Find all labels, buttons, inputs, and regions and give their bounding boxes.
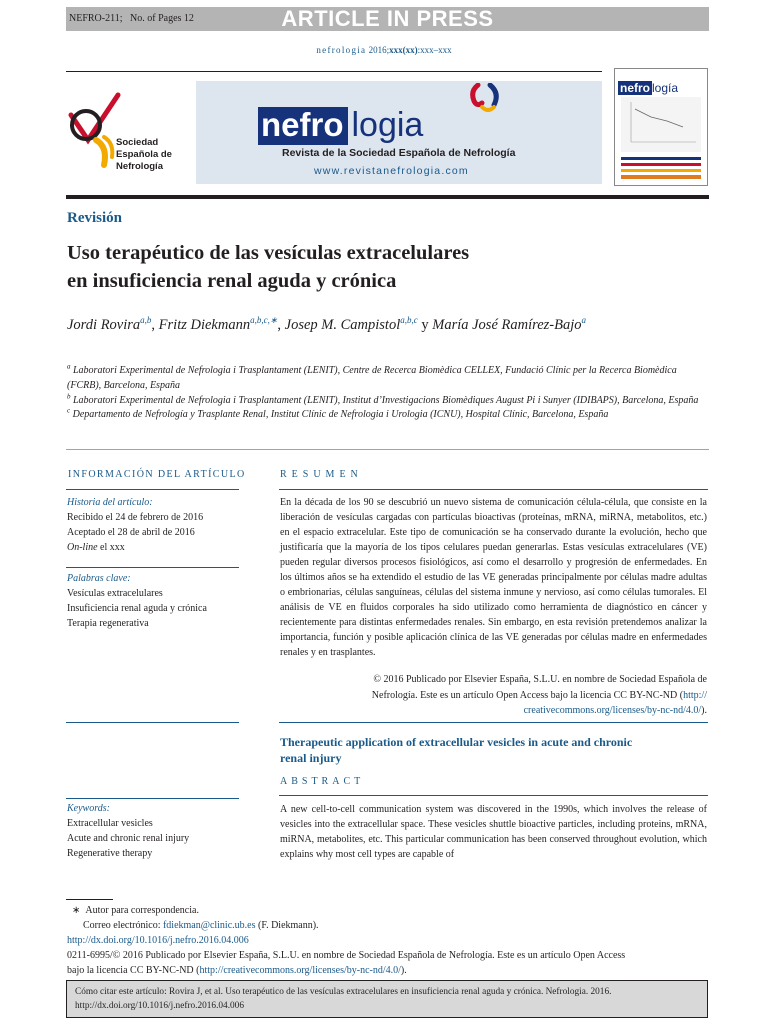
history-label: Historia del artículo: <box>67 497 153 508</box>
citation-volume: xxx(xx) <box>389 45 418 55</box>
citation-journal: nefrologia <box>316 45 367 55</box>
footnote-email-link[interactable]: fdiekman@clinic.ub.es <box>162 920 256 931</box>
author-2-aff[interactable]: a,b,c,∗ <box>250 315 278 326</box>
author-4: María José Ramírez-Bajo <box>432 317 582 333</box>
society-line2: Española de <box>116 149 172 160</box>
english-title <box>280 735 710 766</box>
doc-id-text: NEFRO-211; <box>69 13 123 24</box>
history-received: Recibido el 24 de febrero de 2016 <box>67 512 204 523</box>
footnote-email-post: (F. Diekmann). <box>255 920 319 931</box>
footnote-doi-link[interactable]: http://dx.doi.org/10.1016/j.nefro.2016.04.006 <box>67 935 249 946</box>
license-es-link-b[interactable]: creativecommons.org/licenses/by-nc-nd/4.0/ <box>523 705 702 716</box>
society-logo <box>66 85 191 180</box>
author-3: Josep M. Campistol <box>284 317 401 333</box>
affiliation-rule <box>66 449 709 450</box>
resumen-heading-rule <box>279 489 708 490</box>
how-to-cite-box <box>66 980 708 1018</box>
footnote-rule <box>66 899 113 900</box>
keyword-en-3: Regenerative therapy <box>67 848 153 859</box>
resumen-license <box>280 672 707 719</box>
article-in-press-banner: ARTICLE IN PRESS <box>281 6 494 31</box>
author-sep-2: , <box>277 317 285 333</box>
keyword-en-2: Acute and chronic renal injury <box>67 833 190 844</box>
footnote-license <box>67 963 708 978</box>
footnote-email-label: Correo electrónico: <box>83 920 163 931</box>
journal-subtitle: Revista de la Sociedad Española de Nefrología <box>282 147 516 159</box>
article-info-heading: INFORMACIÓN DEL ARTÍCULO <box>68 469 246 480</box>
resumen-heading: RESUMEN <box>280 469 363 480</box>
cover-wordmark <box>618 77 678 96</box>
title-line-1: Uso terapéutico de las vesículas extracelulares <box>67 242 470 264</box>
cover-graphic <box>621 97 701 152</box>
history-online <box>67 540 203 555</box>
keywords-en <box>67 801 189 861</box>
cover-stripe-blue <box>621 157 701 160</box>
cover-stripe-red <box>621 163 701 166</box>
keywords-en-label: Keywords: <box>67 803 110 814</box>
license-es-line2 <box>280 688 707 704</box>
cover-ia: ía <box>668 81 679 95</box>
affiliation-b-text: Laboratori Experimental de Nefrologia i Trasplantament (LENIT), Institut d’Investigacions Biomèdiques August Pi i Sunyer (IDIBAPS), Barcelona, España <box>73 394 699 406</box>
cover-nefro: nefro <box>620 81 650 95</box>
article-title <box>67 239 469 295</box>
license-es-line1: © 2016 Publicado por Elsevier España, S.L.U. en nombre de Sociedad Española de <box>373 674 707 685</box>
title-line-2: en insuficiencia renal aguda y crónica <box>67 270 397 292</box>
history-online-rest: el xxx <box>97 542 125 553</box>
journal-wordmark <box>258 107 423 145</box>
page-count: No. of Pages 12 <box>130 13 194 24</box>
english-title-line2: renal injury <box>280 750 342 765</box>
footnote-license-link[interactable]: http://creativecommons.org/licenses/by-nc-nd/4.0/ <box>199 965 401 976</box>
history-online-italic: On-line <box>67 542 98 553</box>
english-title-line1: Therapeutic application of extracellular vesicles in acute and chronic <box>280 735 633 749</box>
footnote-mark: ∗ <box>72 905 81 916</box>
affiliation-a <box>67 364 707 394</box>
license-es-link-a[interactable]: http:// <box>683 689 707 701</box>
footnote-copyright: 0211-6995/© 2016 Publicado por Elsevier España, S.L.U. en nombre de Sociedad Española de Nefrología. Este es un artículo Open Access <box>67 950 626 961</box>
author-list <box>67 317 586 334</box>
resumen-bottom-rule <box>279 722 708 723</box>
footnote-corresp <box>67 903 708 918</box>
affiliation-a-text: Laboratori Experimental de Nefrologia i Trasplantament (LENIT), Centre de Recerca Biomèdica CELLEX, Fundació Clínic per la Recerca Biomèdica (FCRB), Barcelona, España <box>67 365 677 391</box>
wordmark-log: log <box>351 106 397 144</box>
footnote-email <box>67 918 708 933</box>
author-sep-1: , <box>151 317 159 333</box>
header-thick-rule <box>66 195 709 199</box>
abstract-text: A new cell-to-cell communication system was discovered in the 1990s, which involves the release of vesicles into the extracellular space. These vesicles shuttle bioactive particles, including proteins, mRNA, miRNA, metabolites, etc. This particular communication has been conserved throughout evolution, which explains why most cell types are capable of <box>280 804 707 860</box>
journal-kidney-icon <box>468 83 502 115</box>
society-name <box>116 137 172 173</box>
citation-year: 2016; <box>368 45 390 55</box>
affiliation-b <box>67 394 707 409</box>
journal-url[interactable]: www.revistanefrologia.com <box>314 165 469 177</box>
footnote-doi <box>67 933 708 948</box>
cover-log: log <box>652 81 669 95</box>
keyword-es-1: Vesículas extracelulares <box>67 588 163 599</box>
affiliation-a-mark: a <box>67 362 71 371</box>
resumen-text: En la década de los 90 se descubrió un nuevo sistema de comunicación célula-célula, que consiste en la liberación de vesículas cargadas con partículas bioactivas (proteínas, mRNA, miRNA, metabolitos, etc.) en el espacio extracelular. Este tipo de comunicación se ha conservado durante la evolución, hecho que justificaría que la mayoría de los tipos celulares puedan generarlas. Estas vesículas extracelulares (VE) pueden regular diversos procesos fisiológicos, así como el desarrollo y progresión de enfermedades. En los últimos años se ha extendido el estudio de las VE generadas principalmente por células madre adultas o embrionarias, células sanguíneas, células del sistema inmune y nervioso, así como células tumorales. El análisis de VE en fluidos corporales ha sido utilizado como herramienta de diagnóstico en cáncer y recientemente para distintas enfermedades renales. Sin embargo, en esta revisión pretendemos analizar la importancia, función y posible aplicación clínica de las VE generadas por células madre en enfermedades renales y en trasplantes. <box>280 497 707 658</box>
info-divider-rule <box>66 567 239 568</box>
society-line1: Sociedad <box>116 137 159 148</box>
article-type: Revisión <box>67 210 123 226</box>
footnote-license-pre: bajo la licencia CC BY-NC-ND ( <box>67 965 200 976</box>
affiliations <box>67 364 707 423</box>
article-history <box>67 495 203 555</box>
wordmark-ia: ia <box>396 106 424 144</box>
keywords-es-label: Palabras clave: <box>67 573 131 584</box>
keyword-es-3: Terapia regenerativa <box>67 618 149 629</box>
affiliation-b-mark: b <box>67 392 71 401</box>
keyword-en-1: Extracellular vesicles <box>67 818 153 829</box>
citation-pages: :xxx–xxx <box>417 45 452 55</box>
author-1-aff[interactable]: a,b <box>140 315 152 326</box>
info-heading-rule <box>66 489 239 490</box>
license-es-post: ). <box>701 705 707 716</box>
keyword-es-2: Insuficiencia renal aguda y crónica <box>67 603 207 614</box>
keywords-en-rule <box>66 798 239 799</box>
journal-cover-thumbnail[interactable] <box>614 68 708 186</box>
author-1: Jordi Rovira <box>67 317 141 333</box>
abstract-heading: ABSTRACT <box>280 776 365 787</box>
author-sep-3: y <box>417 317 433 333</box>
keywords-es <box>67 571 207 631</box>
citation-line <box>0 45 768 55</box>
cite-line-2[interactable]: http://dx.doi.org/10.1016/j.nefro.2016.04.006 <box>75 1001 244 1011</box>
header-top-rule <box>66 71 602 72</box>
affiliation-c-mark: c <box>67 407 71 416</box>
info-bottom-rule <box>66 722 239 723</box>
cover-stripe-orange <box>621 175 701 179</box>
journal-banner <box>196 81 602 184</box>
author-4-aff[interactable]: a <box>581 315 587 326</box>
society-line3: Nefrología <box>116 161 163 172</box>
history-accepted: Aceptado el 28 de abril de 2016 <box>67 527 195 538</box>
cover-stripe-yellow <box>621 169 701 172</box>
affiliation-c <box>67 408 707 423</box>
cite-line-1: Cómo citar este artículo: Rovira J, et al. Uso terapéutico de las vesículas extracelulares en insuficiencia renal aguda y crónica. Nefrologia. 2016. <box>75 987 612 997</box>
footnote-corresp-text: Autor para correspondencia. <box>85 905 199 916</box>
license-es-line3 <box>280 703 707 719</box>
wordmark-nefro: nefro <box>258 107 348 145</box>
affiliation-c-text: Departamento de Nefrología y Trasplante Renal, Institut Clínic de Nefrologia i Urologia (ICNU), Hospital Clínic, Barcelona, España <box>72 409 609 421</box>
author-3-aff[interactable]: a,b,c <box>400 315 418 326</box>
license-es-pre: Nefrología. Este es un artículo Open Access bajo la licencia CC BY-NC-ND ( <box>371 689 684 701</box>
abstract-heading-rule <box>279 795 708 796</box>
footnote-license-post: ). <box>400 965 407 976</box>
author-2: Fritz Diekmann <box>158 317 251 333</box>
footnotes <box>67 903 708 978</box>
